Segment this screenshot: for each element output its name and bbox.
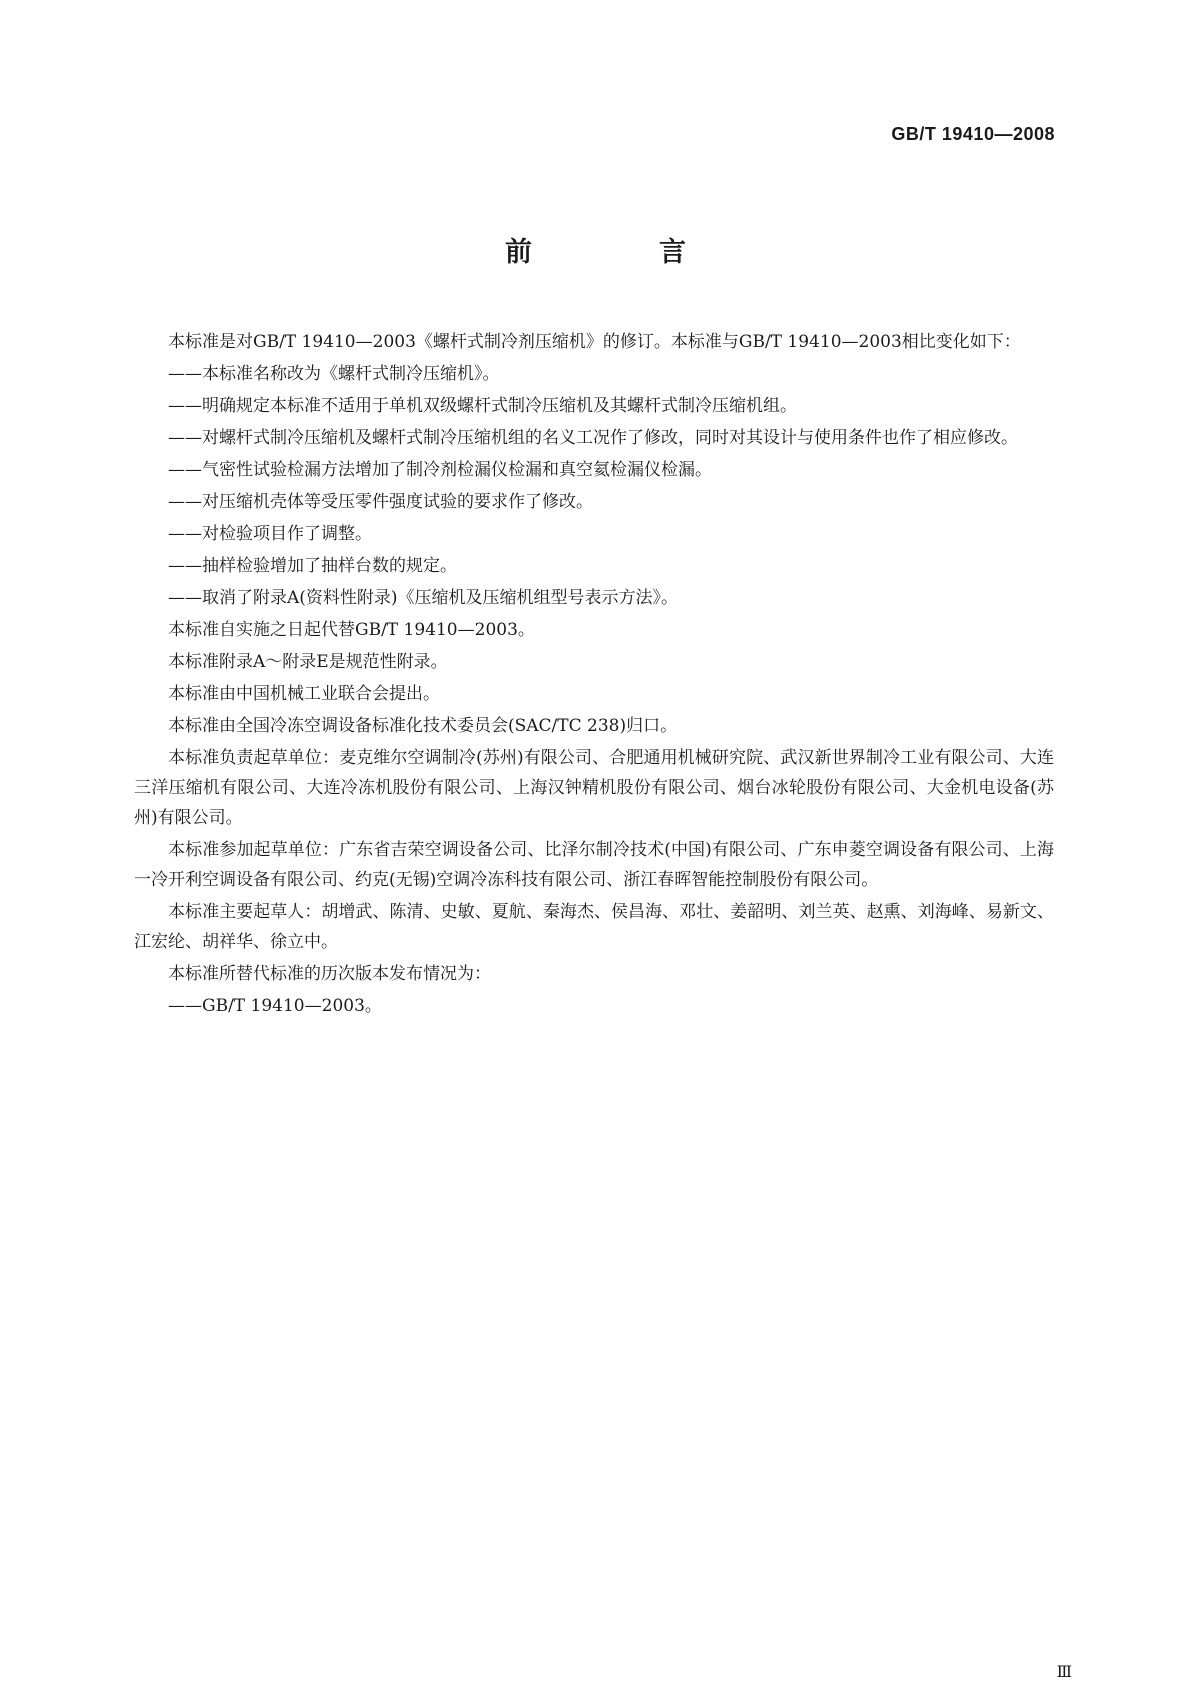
paragraph: 本标准所替代标准的历次版本发布情况为：: [168, 964, 491, 984]
list-item: ——GB/T 19410—2003。: [168, 996, 382, 1016]
list-item: ——本标准名称改为《螺杆式制冷压缩机》。: [168, 364, 500, 384]
list-item: ——对检验项目作了调整。: [168, 524, 372, 544]
paragraph: 本标准主要起草人：胡增武、陈清、史敏、夏航、秦海杰、侯昌海、邓壮、姜韶明、刘兰英、赵熏、刘海峰、易新文、江宏纶、胡祥华、徐立中。: [134, 902, 1054, 952]
list-item: ——明确规定本标准不适用于单机双级螺杆式制冷压缩机及其螺杆式制冷压缩机组。: [168, 396, 797, 416]
paragraph: 本标准由全国冷冻空调设备标准化技术委员会(SAC/TC 238)归口。: [168, 716, 678, 736]
paragraph: 本标准参加起草单位：广东省吉荣空调设备公司、比泽尔制冷技术(中国)有限公司、广东申菱空调设备有限公司、上海一冷开利空调设备有限公司、约克(无锡)空调冷冻科技有限公司、浙江春晖智能控制股份有限公司。: [134, 840, 1054, 890]
paragraph: 本标准自实施之日起代替GB/T 19410—2003。: [168, 620, 535, 640]
paragraph: 本标准是对GB/T 19410—2003《螺杆式制冷剂压缩机》的修订。本标准与GB/T 19410—2003相比变化如下：: [168, 332, 1021, 352]
list-item: ——气密性试验检漏方法增加了制冷剂检漏仪检漏和真空氦检漏仪检漏。: [168, 460, 712, 480]
paragraph: 本标准附录A～附录E是规范性附录。: [168, 652, 448, 672]
list-item: ——抽样检验增加了抽样台数的规定。: [168, 556, 457, 576]
list-item: ——对压缩机壳体等受压零件强度试验的要求作了修改。: [168, 492, 593, 512]
foreword-body: [134, 327, 1054, 1023]
page-title: 前 言: [505, 237, 736, 268]
list-item: ——对螺杆式制冷压缩机及螺杆式制冷压缩机组的名义工况作了修改，同时对其设计与使用条件也作了相应修改。: [168, 428, 1018, 448]
paragraph: 本标准负责起草单位：麦克维尔空调制冷(苏州)有限公司、合肥通用机械研究院、武汉新世界制冷工业有限公司、大连三洋压缩机有限公司、大连冷冻机股份有限公司、上海汉钟精机股份有限公司、烟台冰轮股份有限公司、大金机电设备(苏州)有限公司。: [134, 748, 1054, 828]
page-number: Ⅲ: [1056, 1662, 1072, 1681]
standard-code: GB/T 19410—2008: [891, 124, 1055, 144]
paragraph: 本标准由中国机械工业联合会提出。: [168, 684, 440, 704]
list-item: ——取消了附录A(资料性附录)《压缩机及压缩机组型号表示方法》。: [168, 588, 679, 608]
